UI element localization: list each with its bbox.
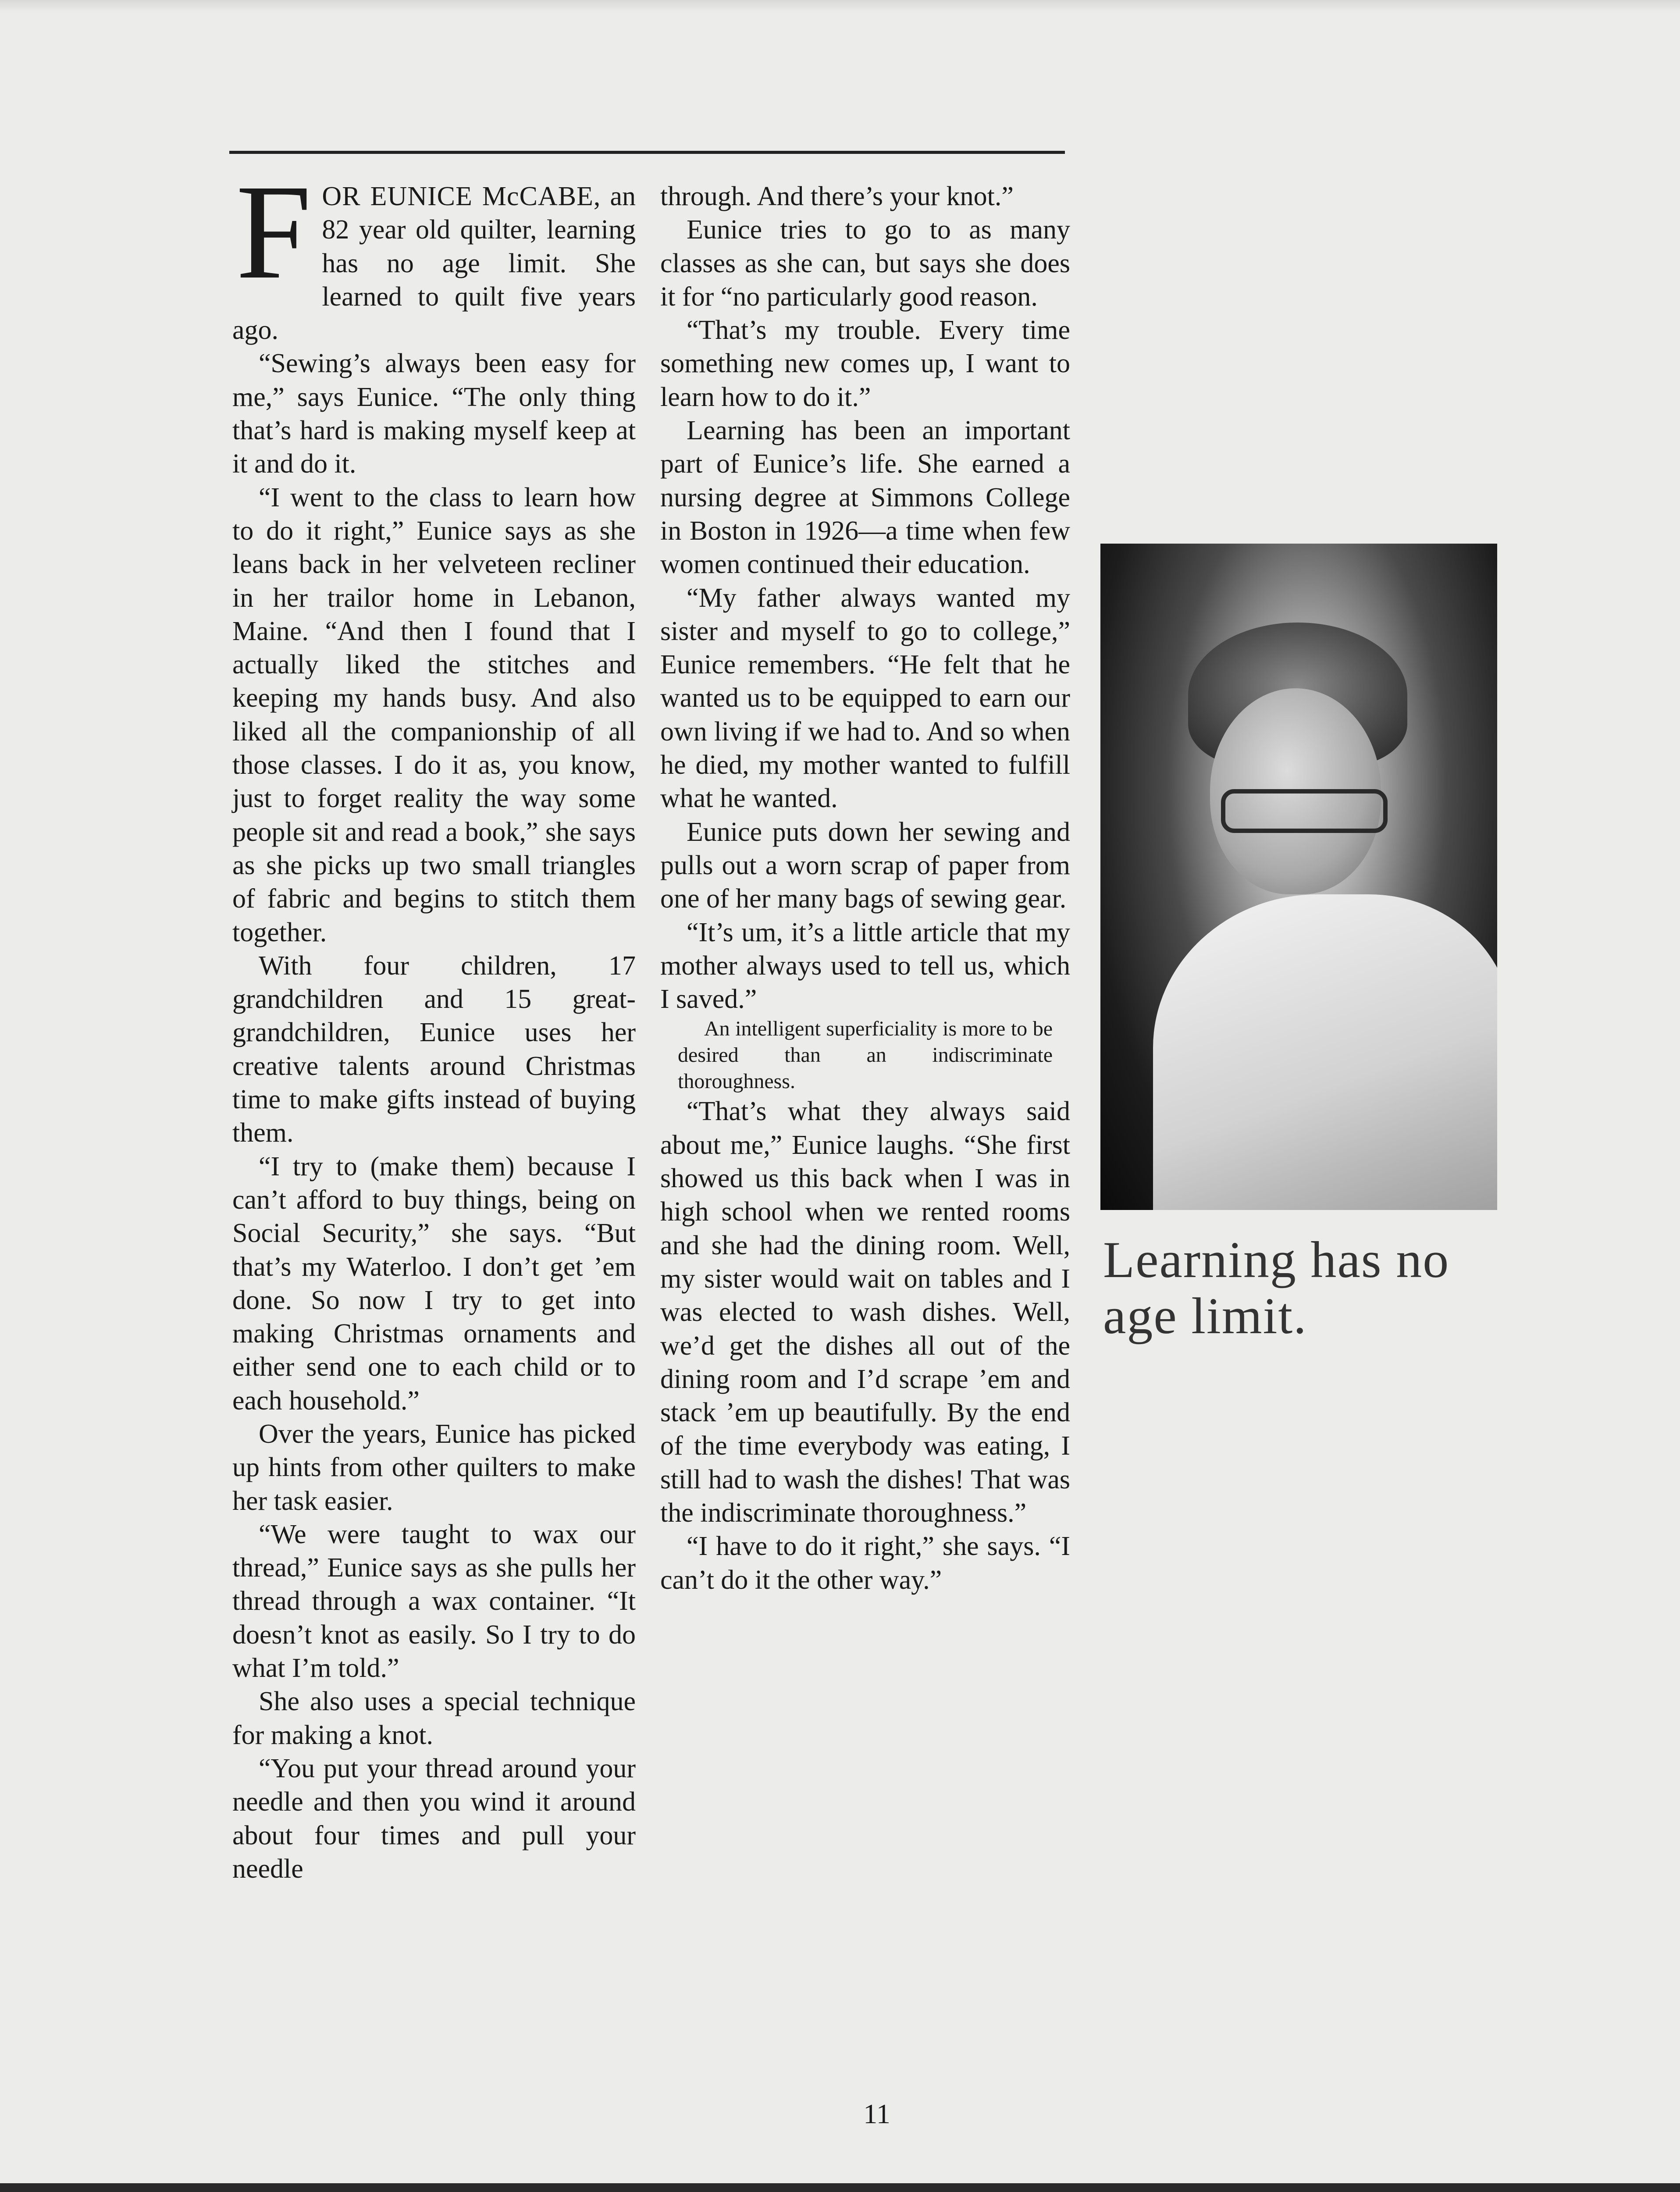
- portrait-photo: [1100, 544, 1497, 1210]
- article-column-2: [660, 180, 1070, 1597]
- paragraph: through. And there’s your knot.”: [660, 181, 1014, 211]
- paragraph: Eunice puts down her sewing and pulls out a worn scrap of paper from one of her many bags of sewing gear.: [660, 817, 1070, 914]
- pull-quote: An intelligent superficiality is more to be desired than an indiscriminate thoroughness.: [678, 1017, 1053, 1093]
- paragraph: “I try to (make them) because I can’t afford to buy things, being on Social Security,” she says. “But that’s my Waterloo. I don’t get ’em done. So now I try to get into making Christmas ornaments and either send one to each child or to each household.”: [232, 1151, 636, 1416]
- photo-glasses: [1221, 789, 1388, 833]
- top-rule: [229, 151, 1065, 154]
- article-column-1: [232, 157, 636, 1886]
- paragraph: “Sewing’s always been easy for me,” says Eunice. “The only thing that’s hard is making myself keep at it and do it.: [232, 349, 636, 479]
- lead-paragraph: [232, 157, 636, 347]
- lead-text: an 82 year old quilter, learning has no age limit. She learned to quilt five years ago.: [232, 181, 636, 345]
- paragraph: “I went to the class to learn how to do it right,” Eunice says as she leans back in her velveteen recliner in her trailor home in Lebanon, Maine. “And then I found that I actually liked the stitches and keeping my hands busy. And also liked all the companionship of all those classes. I do it as, you know, just to forget reality the way some people sit and read a book,” she says as she picks up two small triangles of fabric and begins to stitch them together.: [232, 482, 636, 947]
- photo-caption: Learning has no age limit.: [1103, 1231, 1450, 1345]
- paragraph: She also uses a special technique for making a knot.: [232, 1687, 636, 1750]
- paragraph: “I have to do it right,” she says. “I can’t do it the other way.”: [660, 1531, 1070, 1595]
- paragraph: With four children, 17 grandchildren and 15 great-grandchildren, Eunice uses her creative talents around Christmas time to make gifts instead of buying them.: [232, 950, 636, 1148]
- page-edge-bottom: [0, 2183, 1680, 2192]
- lead-caps: OR EUNICE McCABE,: [322, 181, 601, 211]
- page-edge: [0, 0, 1680, 12]
- paragraph: “You put your thread around your needle and then you wind it around about four times and pull your needle: [232, 1753, 636, 1884]
- photo-shirt: [1153, 894, 1497, 1210]
- paragraph: Over the years, Eunice has picked up hints from other quilters to make her task easier.: [232, 1419, 636, 1516]
- paragraph: “It’s um, it’s a little article that my mother always used to tell us, which I saved.”: [660, 917, 1070, 1014]
- page-number: 11: [863, 2098, 890, 2129]
- paragraph: “That’s my trouble. Every time something new comes up, I want to learn how to do it.”: [660, 315, 1070, 412]
- drop-cap: F: [236, 157, 312, 307]
- paragraph: Learning has been an important part of Eunice’s life. She earned a nursing degree at Simmons College in Boston in 1926—a time when few women continued their education.: [660, 416, 1070, 580]
- paragraph: “We were taught to wax our thread,” Eunice says as she pulls her thread through a wax container. “It doesn’t knot as easily. So I try to do what I’m told.”: [232, 1519, 636, 1683]
- paragraph: Eunice tries to go to as many classes as she can, but says she does it for “no particularly good reason.: [660, 215, 1070, 312]
- paragraph: “My father always wanted my sister and myself to go to college,” Eunice remembers. “He felt that he wanted us to be equipped to earn our own living if we had to. And so when he died, my mother wanted to fulfill what he wanted.: [660, 583, 1070, 814]
- paragraph: “That’s what they always said about me,” Eunice laughs. “She first showed us this back when I was in high school when we rented rooms and she had the dining room. Well, my sister would wait on tables and I was elected to wash dishes. Well, we’d get the dishes all out of the dining room and I’d scrape ’em and stack ’em up beautifully. By the end of the time everybody was eating, I still had to wash the dishes! That was the indiscriminate thoroughness.”: [660, 1096, 1070, 1528]
